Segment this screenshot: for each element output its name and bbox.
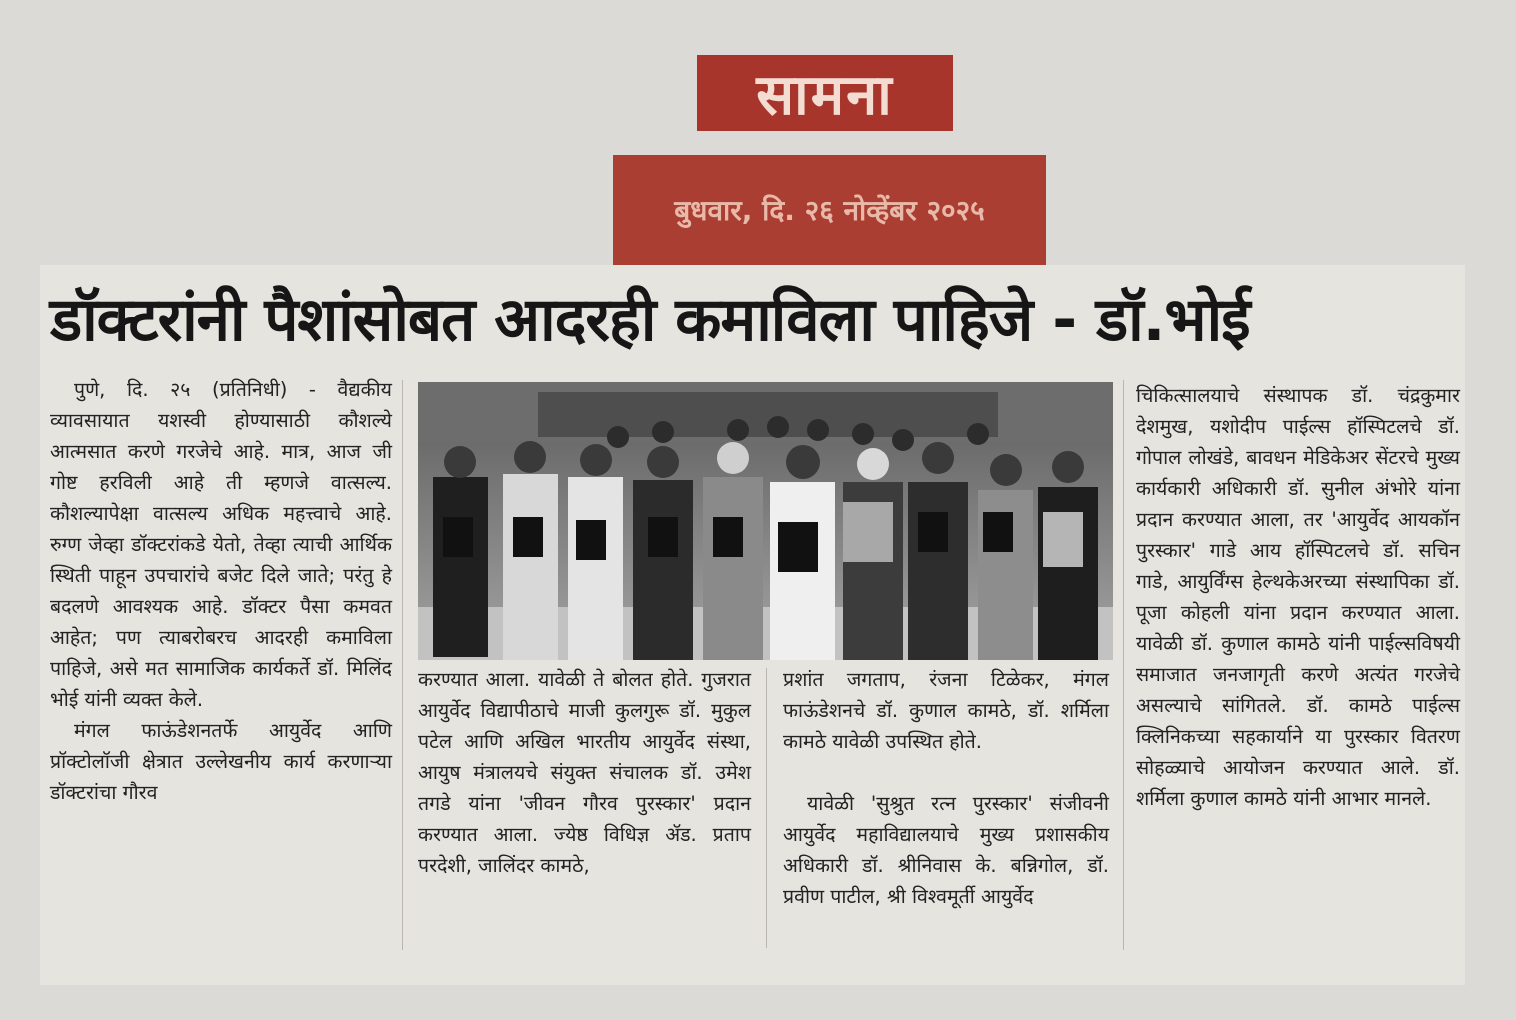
col1-paragraph-1: पुणे, दि. २५ (प्रतिनिधी) - वैद्यकीय व्यावसायात यशस्वी होण्यासाठी कौशल्ये आत्मसात करणे गरजेचे आहे. मात्र, आज जी गोष्ट हरविली आहे ती म्हणजे वात्सल्य. कौशल्यापेक्षा वात्सल्य अधिक महत्त्वाचे आहे. रुग्ण जेव्हा डॉक्टरांकडे येतो, तेव्हा त्याची आर्थिक स्थिती पाहून उपचारांचे बजेट दिले जाते; परंतु हे बदलणे आवश्यक आहे. डॉक्टर पैसा कमवत आहेत; पण त्याबरोबरच आदरही कमाविला पाहिजे, असे मत सामाजिक कार्यकर्ते डॉ. मिलिंद भोई यांनी व्यक्त केले. bbox=[50, 378, 392, 711]
rule-3 bbox=[1123, 380, 1124, 950]
dateline-text: बुधवार, दि. २६ नोव्हेंबर २०२५ bbox=[674, 194, 985, 227]
col4-paragraph: चिकित्सालयाचे संस्थापक डॉ. चंद्रकुमार देशमुख, यशोदीप पाईल्स हॉस्पिटलचे डॉ. गोपाल लोखंडे, बावधन मेडिकेअर सेंटरचे मुख्य कार्यकारी अधिकारी डॉ. सुनील अंभोरे यांना प्रदान करण्यात आला, तर 'आयुर्वेद आयकॉन पुरस्कार' गाडे आय हॉस्पिटलचे डॉ. सचिन गाडे, आयुर्विंग्स हेल्थकेअरच्या संस्थापिका डॉ. पूजा कोहली यांना प्रदान करण्यात आला. यावेळी डॉ. कुणाल कामठे यांनी पाईल्सविषयी समाजात जनजागृती करणे अत्यंत गरजेचे असल्याचे सांगितले. डॉ. कामठे पाईल्स क्लिनिकच्या सहकार्याने या पुरस्कार वितरण सोहळ्याचे आयोजन करण्यात आले. डॉ. शर्मिला कुणाल कामठे यांनी आभार मानले. bbox=[1136, 384, 1460, 810]
group-photo bbox=[418, 382, 1113, 660]
masthead-logo bbox=[697, 55, 953, 131]
col1-paragraph-2: मंगल फाऊंडेशनतर्फे आयुर्वेद आणि प्रॉक्टोलॉजी क्षेत्रात उल्लेखनीय कार्य करणाऱ्या डॉक्टरांचा गौरव bbox=[50, 719, 392, 804]
dateline-banner bbox=[613, 155, 1046, 265]
column-2 bbox=[418, 664, 751, 881]
column-4 bbox=[1136, 380, 1460, 814]
col3-paragraph-1: प्रशांत जगताप, रंजना टिळेकर, मंगल फाऊंडेशनचे डॉ. कुणाल कामठे, डॉ. शर्मिला कामठे यावेळी उपस्थित होते. bbox=[783, 668, 1109, 753]
photo-illustration bbox=[418, 382, 1113, 660]
rule-1 bbox=[402, 380, 403, 950]
rule-2 bbox=[766, 668, 767, 948]
col3-paragraph-2: यावेळी 'सुश्रुत रत्न पुरस्कार' संजीवनी आयुर्वेद महाविद्यालयाचे मुख्य प्रशासकीय अधिकारी डॉ. श्रीनिवास के. बन्निगोल, डॉ. प्रवीण पाटील, श्री विश्वमूर्ती आयुर्वेद bbox=[783, 792, 1109, 908]
column-3 bbox=[783, 664, 1109, 912]
headline: डॉक्टरांनी पैशांसोबत आदरही कमाविला पाहिजे - डॉ.भोई bbox=[50, 285, 1250, 355]
col2-paragraph: करण्यात आला. यावेळी ते बोलत होते. गुजरात आयुर्वेद विद्यापीठाचे माजी कुलगुरू डॉ. मुकुल पटेल आणि अखिल भारतीय आयुर्वेद संस्था, आयुष मंत्रालयचे संयुक्त संचालक डॉ. उमेश तगडे यांना 'जीवन गौरव पुरस्कार' प्रदान करण्यात आला. ज्येष्ठ विधिज्ञ ॲड. प्रताप परदेशी, जालिंदर कामठे, bbox=[418, 668, 751, 877]
column-1 bbox=[50, 374, 392, 808]
masthead-name: सामना bbox=[756, 63, 894, 128]
